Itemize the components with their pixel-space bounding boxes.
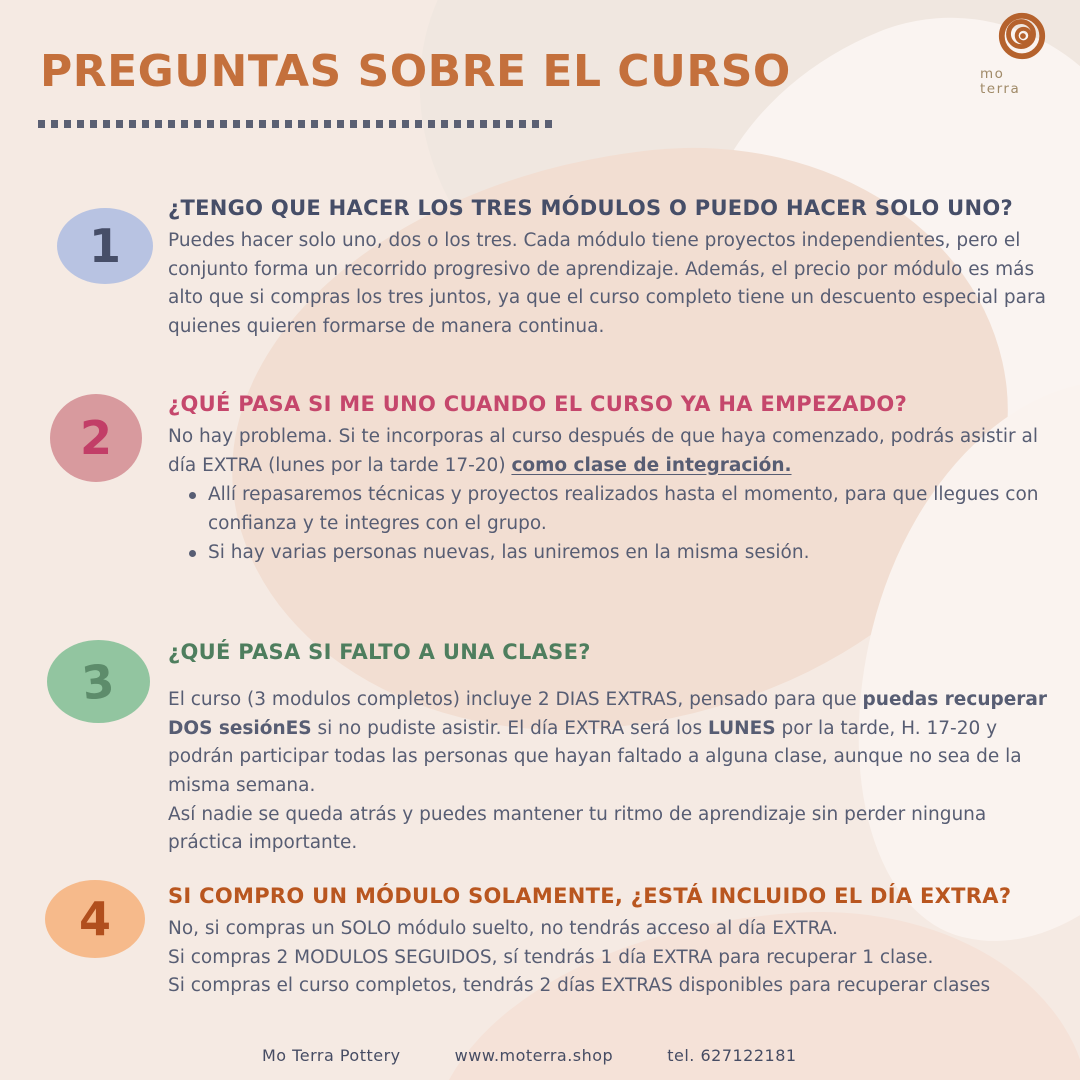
text-segment: Así nadie se queda atrás y puedes mantener tu ritmo de aprendizaje sin perder ninguna práctica importante.: [168, 803, 987, 854]
question-badge: [50, 394, 142, 482]
text-segment: Allí repasaremos técnicas y proyectos realizados hasta el momento, para que llegues con confianza y te integres con el grupo.: [208, 484, 1039, 535]
faq-item: [0, 640, 1080, 858]
faq-item: [0, 884, 1080, 1001]
question-paragraph: [168, 227, 1053, 342]
question-paragraph: [168, 915, 1053, 944]
question-heading: SI COMPRO UN MÓDULO SOLAMENTE, ¿ESTÁ INCLUIDO EL DÍA EXTRA?: [168, 884, 1012, 908]
question-paragraph: [168, 801, 1053, 858]
text-segment: No hay problema. Si te incorporas al curso después de que haya comenzado, podrás asistir al día EXTRA (lunes por la tarde 17-20): [168, 426, 1038, 476]
logo-wordmark: [980, 67, 1058, 97]
question-number: 2: [79, 411, 112, 465]
question-badge: [47, 640, 150, 723]
text-segment: No, si compras un SOLO módulo suelto, no tendrás acceso al día EXTRA.: [168, 918, 838, 939]
question-badge: [57, 208, 153, 284]
bullet-item: [182, 539, 1053, 568]
question-content: [168, 884, 1053, 1001]
spiral-icon: [996, 10, 1048, 62]
question-paragraph: [168, 686, 1053, 801]
question-heading: ¿QUÉ PASA SI ME UNO CUANDO EL CURSO YA HA EMPEZADO?: [168, 392, 908, 416]
text-segment: Si compras el curso completos, tendrás 2 días EXTRAS disponibles para recuperar clases: [168, 975, 991, 997]
bullet-dot-icon: [189, 550, 196, 557]
text-segment: puedas recuperar DOS sesiónES: [168, 689, 1048, 739]
text-segment: Si compras 2 MODULOS SEGUIDOS, sí tendrás 1 día EXTRA para recuperar 1 clase.: [168, 946, 934, 968]
question-paragraph: [168, 944, 1053, 973]
page-title: PREGUNTAS SOBRE EL CURSO: [40, 46, 791, 97]
bullet-item: [182, 481, 1053, 538]
text-segment: por la tarde, H. 17-20 y podrán participar todas las personas que hayan faltado a alguna clase, aunque no sea de la misma semana.: [168, 717, 1022, 797]
text-segment: LUNES: [708, 717, 776, 739]
bullet-dot-icon: [189, 492, 196, 499]
question-paragraph: [168, 972, 1053, 1001]
dotted-divider: [38, 120, 554, 128]
question-content: [168, 196, 1053, 342]
footer-website: www.moterra.shop: [454, 1046, 614, 1065]
question-content: [168, 640, 1053, 858]
question-number: 4: [78, 892, 111, 946]
question-paragraph: [168, 423, 1053, 480]
footer-brand: Mo Terra Pottery: [262, 1046, 401, 1065]
bullet-list: [182, 481, 1053, 567]
footer: [262, 1046, 797, 1065]
question-badge: [45, 880, 145, 958]
faq-item: [0, 392, 1080, 567]
text-segment: Si hay varias personas nuevas, las uniremos en la misma sesión.: [208, 541, 810, 563]
moterra-logo: [980, 10, 1058, 97]
question-number: 1: [88, 219, 121, 273]
text-segment: Puedes hacer solo uno, dos o los tres. Cada módulo tiene proyectos independientes, pero el conjunto forma un recorrido progresivo de aprendizaje. Además, el precio por módulo es más alto que si compras los tres juntos, ya que el curso completo tiene un descuento especial para quienes quieren formarse de manera continua.: [168, 230, 1046, 338]
question-heading: ¿QUÉ PASA SI FALTO A UNA CLASE?: [168, 640, 591, 664]
text-segment: como clase de integración.: [511, 454, 792, 476]
question-heading: ¿TENGO QUE HACER LOS TRES MÓDULOS O PUEDO HACER SOLO UNO?: [168, 196, 1013, 220]
spiral-center-dot: [1020, 33, 1026, 39]
logo-word-mo: mo: [980, 66, 1005, 82]
question-number: 3: [79, 652, 118, 711]
text-segment: si no pudiste asistir. El día EXTRA será los: [311, 717, 709, 739]
logo-word-terra: terra: [980, 80, 1021, 97]
text-segment: El curso (3 modulos completos) incluye 2 DIAS EXTRAS, pensado para que: [168, 689, 863, 710]
faq-item: [0, 196, 1080, 342]
footer-phone: tel. 627122181: [667, 1046, 797, 1065]
question-content: [168, 392, 1053, 567]
